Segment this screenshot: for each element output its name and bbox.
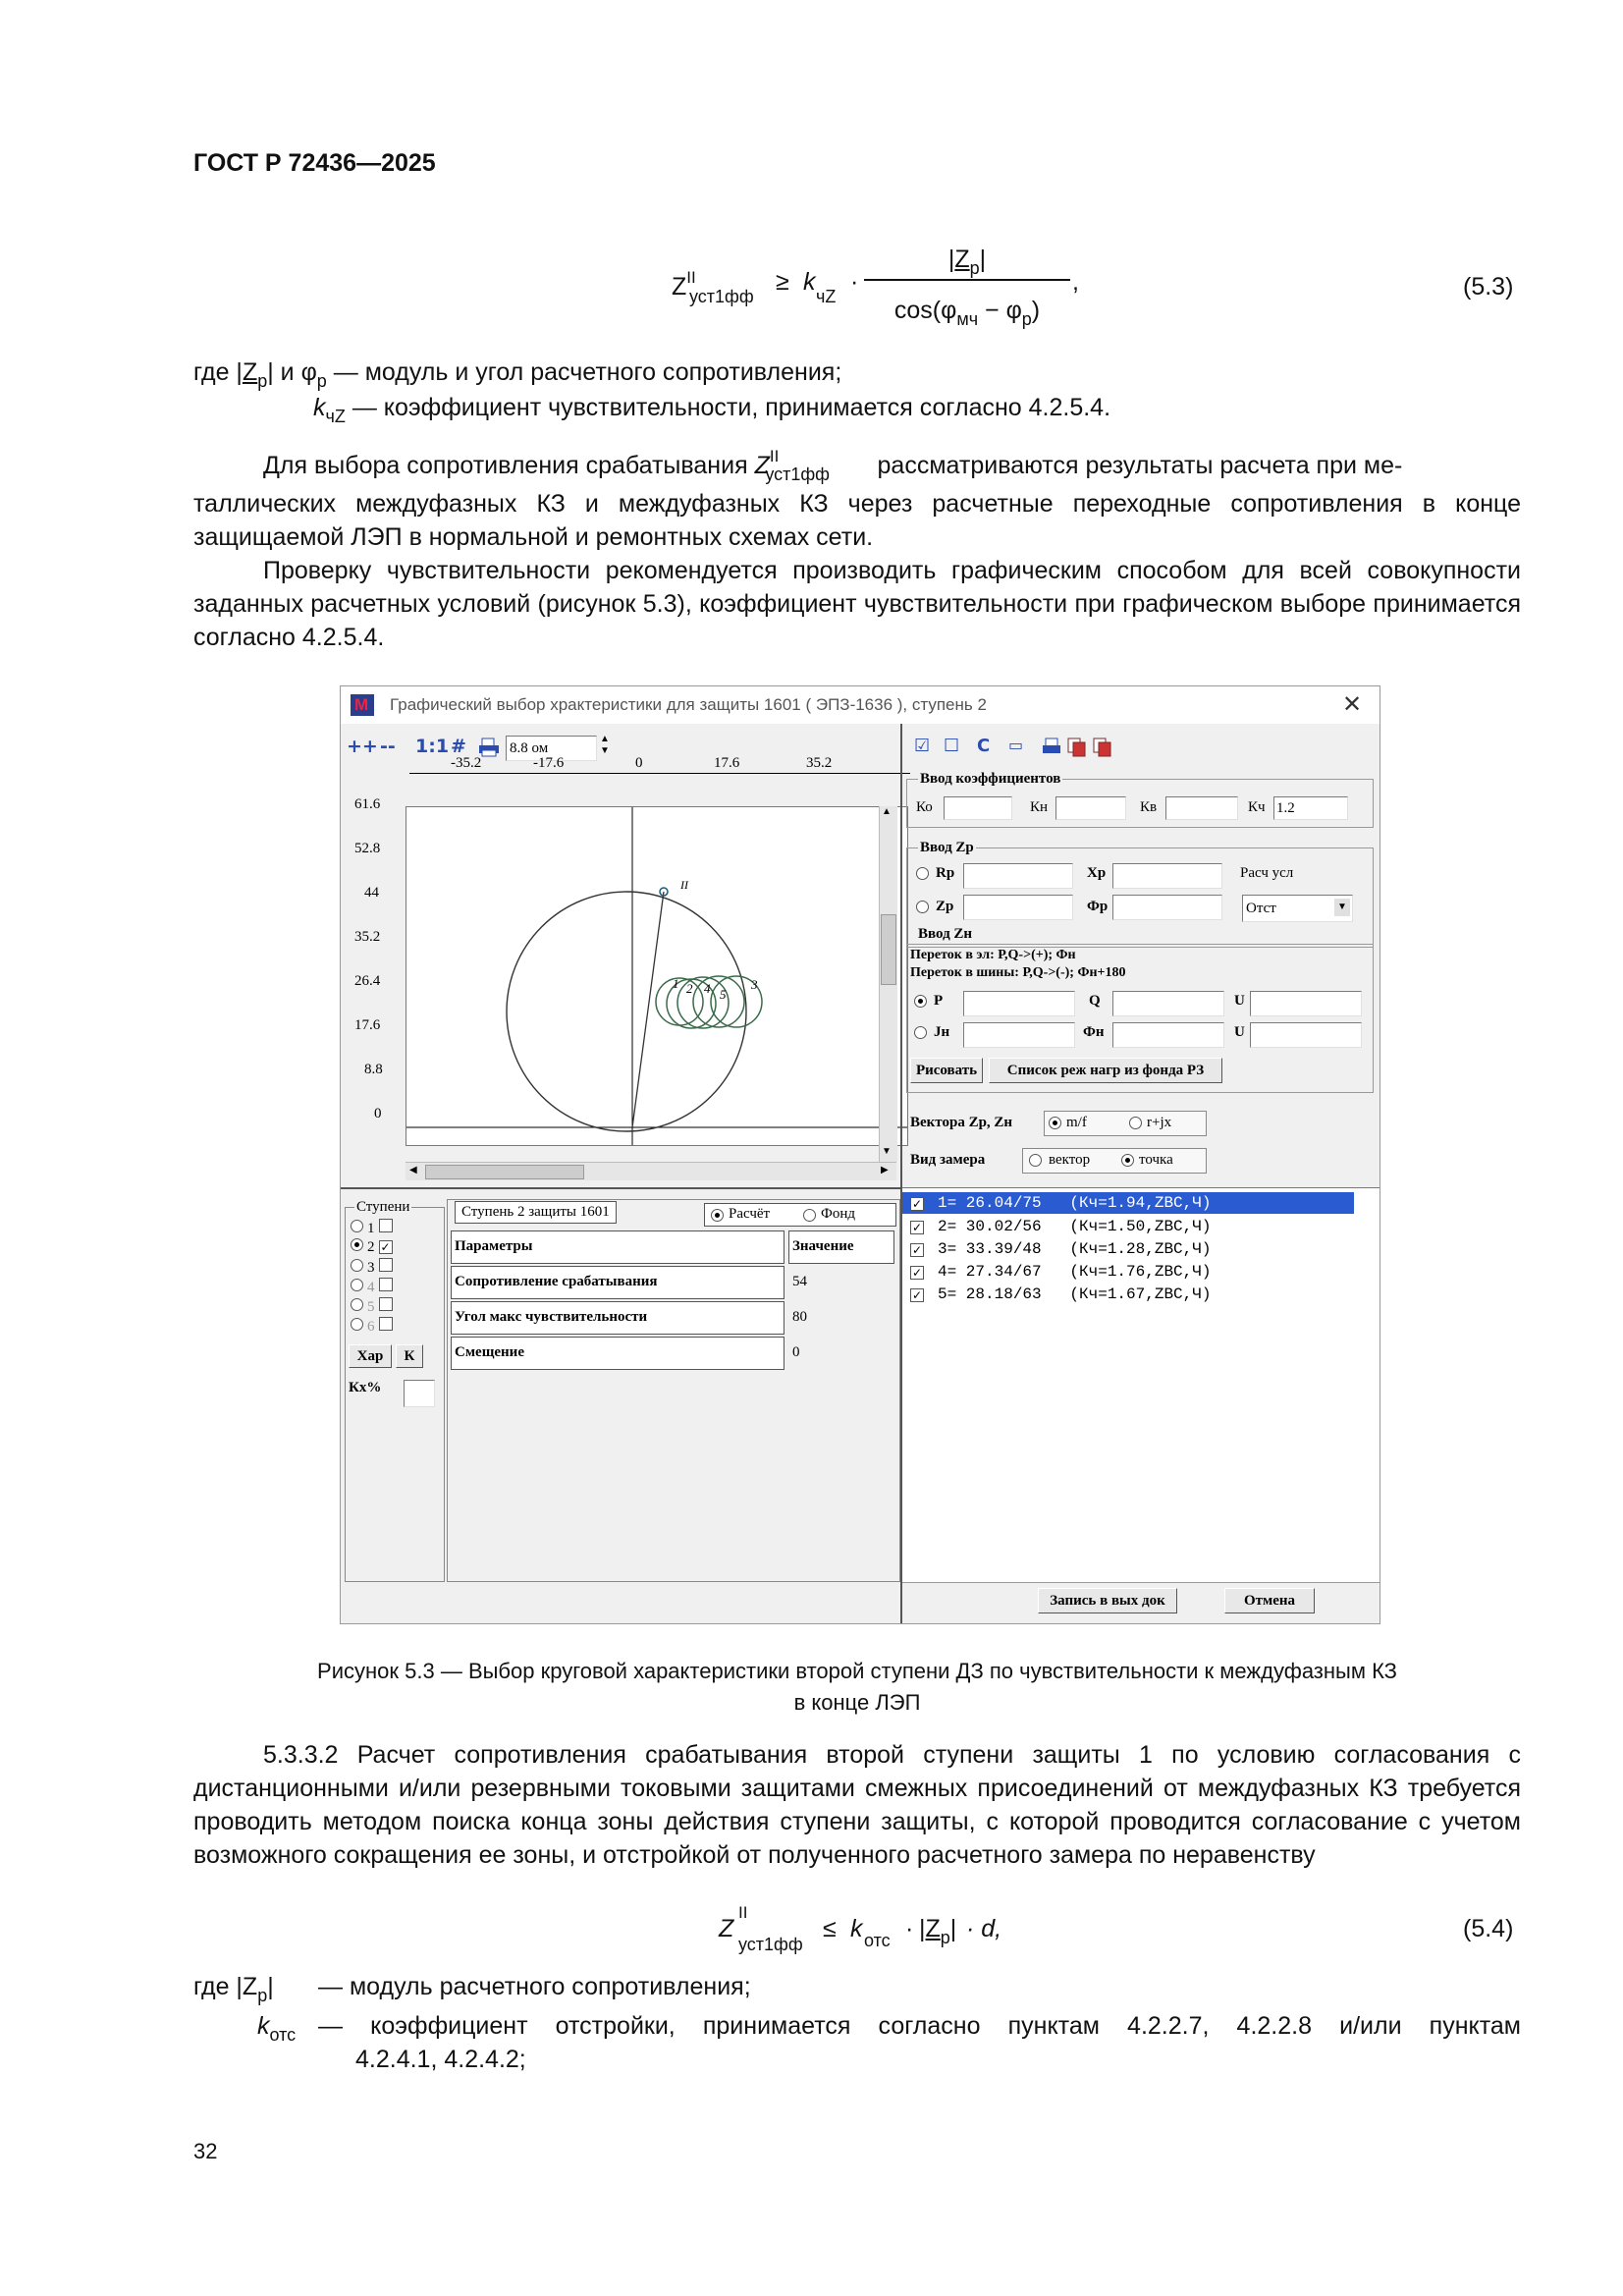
formula54-k-sub: отс — [864, 1931, 891, 1950]
characteristic-plot — [406, 807, 907, 1145]
zp-group-label: Ввод Zр — [920, 840, 974, 855]
circle-label-1: 1 — [673, 976, 679, 991]
calc-radio[interactable] — [711, 1209, 724, 1222]
x-tick-label: -35.2 — [451, 755, 482, 771]
paste-icon[interactable] — [1093, 738, 1112, 762]
circle-label-2: 2 — [686, 981, 693, 996]
vector-options — [1044, 1111, 1207, 1136]
u2-input[interactable] — [1250, 1022, 1362, 1048]
peretok-line1: Переток в эл: Р,Q->(+); Фн — [910, 948, 1076, 962]
stage-4[interactable]: 4 — [351, 1278, 393, 1296]
phip-label: Фр — [1087, 899, 1109, 914]
stage-3[interactable]: 3 — [351, 1258, 393, 1277]
mf-label: m/f — [1066, 1115, 1087, 1130]
save-output-button[interactable]: Запись в вых док — [1038, 1588, 1177, 1613]
x-tick-label: 17.6 — [714, 755, 740, 771]
formula54-z: Z — [719, 1915, 734, 1942]
formula-lhs-sub: уст1фф — [689, 287, 754, 306]
document-header: ГОСТ Р 72436—2025 — [193, 149, 436, 177]
angle-line — [632, 892, 664, 1127]
clear-icon[interactable]: C — [977, 736, 991, 756]
vector-opt-label: вектор — [1049, 1152, 1091, 1168]
formula-geq: ≥ — [776, 268, 789, 296]
kch-input[interactable]: 1.2 — [1273, 796, 1348, 820]
window-title: Графический выбор храктеристики для защиты 1601 ( ЭПЗ-1636 ), ступень 2 — [390, 695, 987, 714]
u-input[interactable] — [1250, 991, 1362, 1016]
calc-label: Расчёт — [729, 1206, 771, 1222]
mf-radio[interactable] — [1049, 1117, 1061, 1129]
results-list[interactable] — [902, 1187, 1380, 1583]
q-input[interactable] — [1112, 991, 1224, 1016]
characteristic-button[interactable]: Хар — [349, 1344, 392, 1368]
stage-6[interactable]: 6 — [351, 1317, 393, 1336]
y-tick-label: 17.6 — [354, 1017, 381, 1033]
y-tick-label: 0 — [374, 1106, 382, 1121]
circle-label-4: 4 — [704, 981, 711, 996]
table-header: Значение — [788, 1230, 894, 1264]
rp-radio[interactable] — [916, 867, 929, 885]
formula54-sub: уст1фф — [738, 1935, 803, 1954]
uncheck-all-icon[interactable]: ☐ — [944, 736, 960, 756]
ko-input[interactable] — [944, 796, 1012, 820]
zoom-reset-button[interactable]: 1:1 — [415, 736, 450, 757]
close-icon[interactable]: ✕ — [1342, 690, 1363, 718]
vertical-scrollbar[interactable]: ▲ ▼ — [879, 806, 897, 1162]
print-icon[interactable] — [478, 738, 500, 757]
y-tick-label: 52.8 — [354, 841, 381, 856]
table-header: Параметры — [451, 1230, 784, 1264]
para1-rest: таллических междуфазных КЗ и междуфазных КЗ через расчетные переходные сопротивления в конце защищаемой ЛЭП в нормальной и ремонтных схемах сети. — [193, 490, 1521, 551]
zp-label: Zр — [936, 899, 954, 914]
vector-label: Вектора Zр, Zн — [910, 1115, 1013, 1130]
window-icon[interactable]: ▭ — [1008, 736, 1024, 754]
y-tick-label: 61.6 — [354, 796, 381, 812]
rp-label: Rр — [936, 865, 955, 881]
list-item[interactable]: 4= 27.34/67 (Кч=1.76,ZBC,Ч) — [938, 1263, 1212, 1281]
vector-radio[interactable] — [1029, 1154, 1042, 1167]
equation-number-5-3: (5.3) — [1463, 273, 1514, 301]
jn-label: Jн — [934, 1024, 950, 1040]
para2: Проверку чувствительности рекомендуется производить графическим способом для всей совокупности заданных расчетных условий (рисунок 5.3), коэффициент чувствительности при графическом выборе принимается согласно 4.2.5.4. — [193, 557, 1521, 651]
table-cell: Смещение — [451, 1337, 784, 1370]
rjx-radio[interactable] — [1129, 1117, 1142, 1129]
horizontal-scrollbar[interactable]: ◀ ▶ — [406, 1162, 896, 1180]
phin-input[interactable] — [1112, 1022, 1224, 1048]
table-cell[interactable]: 54 — [792, 1274, 807, 1289]
kv-input[interactable] — [1165, 796, 1238, 820]
result-checkbox[interactable]: ✓ — [911, 1266, 923, 1280]
formula-lhs: $Z^{II}$ — [672, 268, 696, 301]
formula54-dot: · — [905, 1915, 914, 1942]
tab-stage[interactable]: Ступень 2 защиты 1601 — [455, 1201, 617, 1224]
xp-input[interactable] — [1112, 863, 1222, 889]
figure-caption-line2: в конце ЛЭП — [793, 1690, 921, 1715]
point-opt-label: точка — [1139, 1152, 1173, 1168]
stages-label: Ступени — [356, 1199, 410, 1215]
app-window — [340, 685, 1380, 1624]
result-checkbox[interactable]: ✓ — [911, 1243, 923, 1257]
x-tick-label: 35.2 — [806, 755, 833, 771]
scale-spinner[interactable]: ▲ ▼ — [600, 734, 610, 756]
y-tick-label: 35.2 — [354, 929, 381, 945]
rasch-usl-label: Расч усл — [1240, 865, 1294, 881]
vid-options — [1022, 1148, 1207, 1174]
result-checkbox[interactable]: ✓ — [911, 1288, 923, 1302]
where54-k: $k_{отс}$ — [257, 2012, 297, 2045]
main-characteristic-circle — [507, 892, 746, 1131]
where-line-2: $k_{чZ}$ — коэффициент чувствительности, принимается согласно 4.2.5.4. — [313, 394, 1111, 426]
where54-line1: где $|Z_р|$ — [193, 1973, 274, 2005]
formula54-k: k — [850, 1915, 863, 1942]
list-item[interactable]: 5= 28.18/63 (Кч=1.67,ZBC,Ч) — [938, 1285, 1212, 1303]
para1-first: Для выбора сопротивления срабатывания $Z^{II}_{уст1фф}$ рассматриваются результаты расчета при ме- — [263, 447, 1403, 484]
point-label: II — [680, 878, 688, 892]
phin-label: Фн — [1083, 1024, 1105, 1040]
x-tick-label: 0 — [635, 755, 643, 771]
figure-caption-line1: Рисунок 5.3 — Выбор круговой характеристики второй ступени ДЗ по чувствительности к междуфазным КЗ — [317, 1659, 1397, 1683]
formula-numerator: $|Z_р|$ — [947, 246, 987, 278]
rjx-label: r+jx — [1147, 1115, 1172, 1130]
formula54-leq: ≤ — [823, 1915, 837, 1942]
list-item[interactable]: 1= 26.04/75 (Кч=1.94,ZBC,Ч) — [938, 1194, 1212, 1212]
print-icon-right[interactable] — [1042, 738, 1061, 762]
kch-label: Кч — [1248, 799, 1266, 815]
fraction-line — [864, 279, 1070, 281]
zp-input[interactable] — [963, 895, 1073, 920]
kv-label: Кв — [1140, 799, 1158, 815]
formula-k: k — [803, 268, 816, 296]
table-cell: Угол макс чувствительности — [451, 1301, 784, 1335]
load-regimes-button[interactable]: Список реж нагр из фонда РЗ — [989, 1058, 1222, 1083]
equation-number-5-4: (5.4) — [1463, 1915, 1514, 1942]
stage-2[interactable]: 2 ✓ — [351, 1238, 393, 1256]
coef-group-label: Ввод коэффициентов — [920, 771, 1061, 787]
y-tick-label: 44 — [364, 885, 379, 901]
result-checkbox[interactable]: ✓ — [911, 1221, 923, 1234]
kx-input[interactable] — [404, 1380, 435, 1407]
phip-input[interactable] — [1112, 895, 1222, 920]
copy-icon[interactable] — [1067, 738, 1087, 762]
zoom-in-button[interactable]: ++ — [347, 736, 378, 757]
y-tick-label: 26.4 — [354, 973, 381, 989]
k-button[interactable]: К — [396, 1344, 423, 1368]
result-checkbox[interactable]: ✓ — [911, 1197, 923, 1211]
rasch-usl-select[interactable]: Отст ▼ — [1242, 895, 1353, 922]
stage-1[interactable]: 1 — [351, 1219, 393, 1237]
table-cell[interactable]: 0 — [792, 1344, 800, 1360]
para3: 5.3.3.2 Расчет сопротивления срабатывания второй ступени защиты 1 по условию согласования с дистанционными и/или резервными токовыми защитами смежных присоединений от междуфазных КЗ требуется проводить методом поиска конца зоны действия ступени защиты, с которой проводится согласование с учетом возможного сокращения ее зоны, и отстройкой от полученного расчетного замера по неравенству — [193, 1741, 1521, 1869]
jn-radio[interactable] — [914, 1026, 927, 1044]
circle-label-5: 5 — [720, 987, 727, 1002]
circle-label-3: 3 — [751, 977, 758, 992]
scale-input[interactable]: 8.8 ом — [506, 736, 597, 761]
table-cell: Сопротивление срабатывания — [451, 1266, 784, 1299]
zoom-out-button[interactable]: -- — [380, 736, 396, 757]
stage-5[interactable]: 5 — [351, 1297, 393, 1316]
p-radio[interactable] — [914, 995, 927, 1012]
app-icon — [351, 694, 374, 716]
page-number: 32 — [193, 2139, 218, 2163]
formula-5-3: $Z^{II}$ уст1фф ≥ k чZ · $|Z_р|$ $\cos(\varphi_{мч} - \varphi_р)$ , — [672, 246, 1079, 329]
formula54-tail: · d, — [966, 1915, 1002, 1942]
point-radio[interactable] — [1121, 1154, 1134, 1167]
kn-label: Кн — [1030, 799, 1049, 815]
fond-label: Фонд — [821, 1206, 856, 1222]
zp-radio[interactable] — [916, 901, 929, 918]
source-options — [704, 1203, 896, 1227]
formula-k-sub: чZ — [816, 287, 837, 306]
grid-toggle-button[interactable]: # — [451, 736, 466, 757]
list-item[interactable]: 2= 30.02/56 (Кч=1.50,ZBC,Ч) — [938, 1218, 1212, 1235]
xp-label: Хр — [1087, 865, 1107, 881]
plot-area[interactable] — [406, 806, 908, 1146]
rp-input[interactable] — [963, 863, 1073, 889]
jn-input[interactable] — [963, 1022, 1075, 1048]
peretok-line2: Переток в шины: Р,Q->(-); Фн+180 — [910, 965, 1126, 980]
p-label: Р — [934, 993, 944, 1009]
y-tick-label: 8.8 — [364, 1062, 383, 1077]
ko-label: Ко — [916, 799, 933, 815]
q-label: Q — [1089, 993, 1101, 1009]
where54-line1-text: — модуль расчетного сопротивления; — [318, 1973, 751, 2000]
formula-5-4: Z II уст1фф ≤ k отс · $|Z_р|$ · d, — [719, 1903, 1002, 1954]
zn-group-label: Ввод Zн — [918, 926, 973, 942]
p-input[interactable] — [963, 991, 1075, 1016]
check-all-icon[interactable]: ☑ — [914, 736, 931, 756]
formula-denominator: $\cos(\varphi_{мч} - \varphi_р)$ — [893, 297, 1041, 329]
x-tick-label: -17.6 — [533, 755, 565, 771]
list-item[interactable]: 3= 33.39/48 (Кч=1.28,ZBC,Ч) — [938, 1240, 1212, 1258]
cancel-button[interactable]: Отмена — [1224, 1588, 1315, 1613]
vid-label: Вид замера — [910, 1152, 986, 1168]
chevron-down-icon[interactable]: ▼ — [1334, 899, 1350, 916]
u-label: U — [1234, 993, 1245, 1009]
where54-line2-text: — коэффициент отстройки, принимается согласно пунктам 4.2.2.7, 4.2.2.8 и/или пунктам — [318, 2012, 1521, 2040]
kn-input[interactable] — [1055, 796, 1126, 820]
table-cell[interactable]: 80 — [792, 1309, 807, 1325]
where54-line3-text: 4.2.4.1, 4.2.4.2; — [355, 2046, 526, 2073]
draw-button[interactable]: Рисовать — [910, 1058, 983, 1083]
where-line-1: где $|Z_р|$ и $\varphi_р$ — модуль и угол расчетного сопротивления; — [193, 358, 842, 391]
kx-label: Кх% — [349, 1380, 382, 1395]
fond-radio[interactable] — [803, 1209, 816, 1222]
u2-label: U — [1234, 1024, 1245, 1040]
formula54-sup: II — [738, 1903, 748, 1922]
